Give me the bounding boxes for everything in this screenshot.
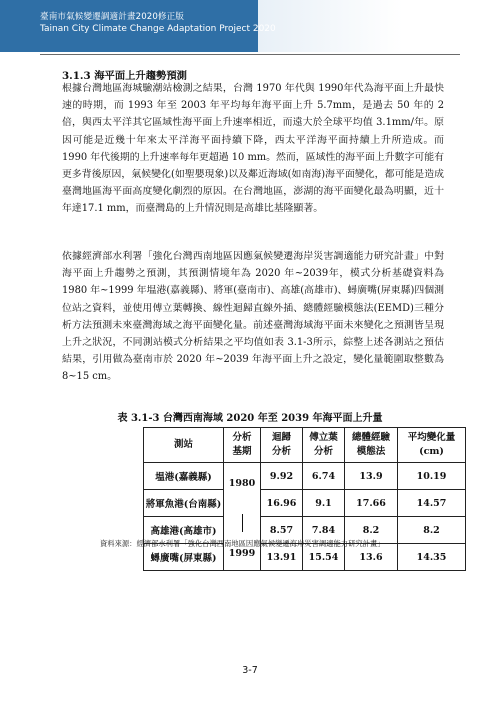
fourier-cell: 9.1 [303, 490, 345, 517]
sea-level-table [143, 427, 466, 571]
header-title-zh: 臺南市氣候變遷調適計畫2020修正版 [40, 12, 184, 22]
eemd-cell: 8.2 [345, 517, 398, 544]
header-regression-label: 迴歸分析 [271, 431, 291, 457]
header-average [398, 428, 466, 463]
header-base-period-label: 分析基期 [232, 431, 252, 457]
regression-cell: 8.57 [261, 517, 303, 544]
header-banner-fade [258, 0, 500, 52]
base-period-range-bar [242, 514, 243, 532]
page-number: 3-7 [242, 665, 258, 676]
page-header [0, 0, 500, 62]
header-divider [40, 54, 460, 55]
header-eemd [345, 428, 398, 463]
fourier-cell: 15.54 [303, 544, 345, 571]
table-row [144, 490, 466, 517]
station-cell: 高雄港(高雄市) [144, 517, 224, 544]
eemd-cell: 13.9 [345, 463, 398, 490]
header-fourier [303, 428, 345, 463]
header-station: 測站 [144, 428, 224, 463]
section-title: 3.1.3 海平面上升趨勢預測 [62, 70, 187, 82]
fourier-cell: 7.84 [303, 517, 345, 544]
header-regression [261, 428, 303, 463]
fourier-cell: 6.74 [303, 463, 345, 490]
header-average-label: 平均變化量(cm) [407, 431, 456, 457]
station-cell: 蟳廣嘴(屏東縣) [144, 544, 224, 571]
base-period-cell [224, 463, 261, 571]
table-header-row [144, 428, 466, 463]
station-cell: 塭港(嘉義縣) [144, 463, 224, 490]
regression-cell: 13.91 [261, 544, 303, 571]
base-year-start: 1980 [228, 478, 256, 489]
header-title-en: Tainan City Climate Change Adaptation Project 2020 [40, 24, 276, 34]
base-year-end: 1999 [228, 548, 256, 559]
regression-cell: 16.96 [261, 490, 303, 517]
header-fourier-label: 傅立葉分析 [309, 431, 338, 457]
eemd-cell: 13.6 [345, 544, 398, 571]
header-eemd-label: 總體經驗模態法 [351, 431, 390, 457]
paragraph-2: 依據經濟部水利署「強化台灣西南地區因應氣候變遷海岸災害調適能力研究計畫」中對海平面上升趨勢之預測，其預測情境年為 2020 年~2039年，模式分析基礎資料為 1980 年~1999 年塭港(嘉義縣)、將軍(臺南市)、高雄(高雄市)、蟳廣嘴(屏東縣)四個測位站之資料，並使用傅立葉轉換、線性迴歸直線外插、總體經驗模態法(EEMD)三種分析方法預測未來臺灣海域之海平面變化量。前述臺灣海域海平面未來變化之預測皆呈現上升之狀況，不同測站模式分析結果之平均值如表 3.1-3所示，綜整上述各測站之預估結果，引用做為臺南市於 2020 年~2039 年海平面上升之設定，變化量範圍取整數為 8~15 cm。 [62, 251, 445, 383]
paragraph-1: 根據台灣地區海城驗潮站檢測之結果，台灣 1970 年代與 1990年代為海平面上升最快速的時期，而 1993 年至 2003 年平均每年海平面上升 5.7mm，是過去 50 年的 2 倍，與西太平洋其它區域性海平面上升速率相近，而遠大於全球平均值 3.1mm/年。原因可能是近幾十年來太平洋海平面持續下降，西太平洋海平面持續上升所造成。而 1990 年代後期的上升速率每年更超過 10 mm。然而，區域性的海平面上升數字可能有更多背後原因，氣候變化(如聖嬰現象)以及鄰近海域(如南海)海平面變化，都可能是造成臺灣地區海平面高度變化劇烈的原因。在台灣地區，澎湖的海平面變化最為明顯，近十年達17.1 mm，而臺灣島的上升情況則是高雄比基隆顯著。 [62, 83, 444, 215]
table-row [144, 463, 466, 490]
table-source-note: 資料來源：經濟部水利署「強化台灣西南地區因應氣候變遷海岸災害調適能力研究計畫」 [100, 539, 385, 548]
average-cell: 8.2 [398, 517, 466, 544]
station-cell: 將軍魚港(台南縣) [144, 490, 224, 517]
average-cell: 10.19 [398, 463, 466, 490]
table-caption: 表 3.1-3 台灣西南海域 2020 年至 2039 年海平面上升量 [117, 413, 383, 424]
eemd-cell: 17.66 [345, 490, 398, 517]
average-cell: 14.35 [398, 544, 466, 571]
average-cell: 14.57 [398, 490, 466, 517]
regression-cell: 9.92 [261, 463, 303, 490]
header-base-period [224, 428, 261, 463]
